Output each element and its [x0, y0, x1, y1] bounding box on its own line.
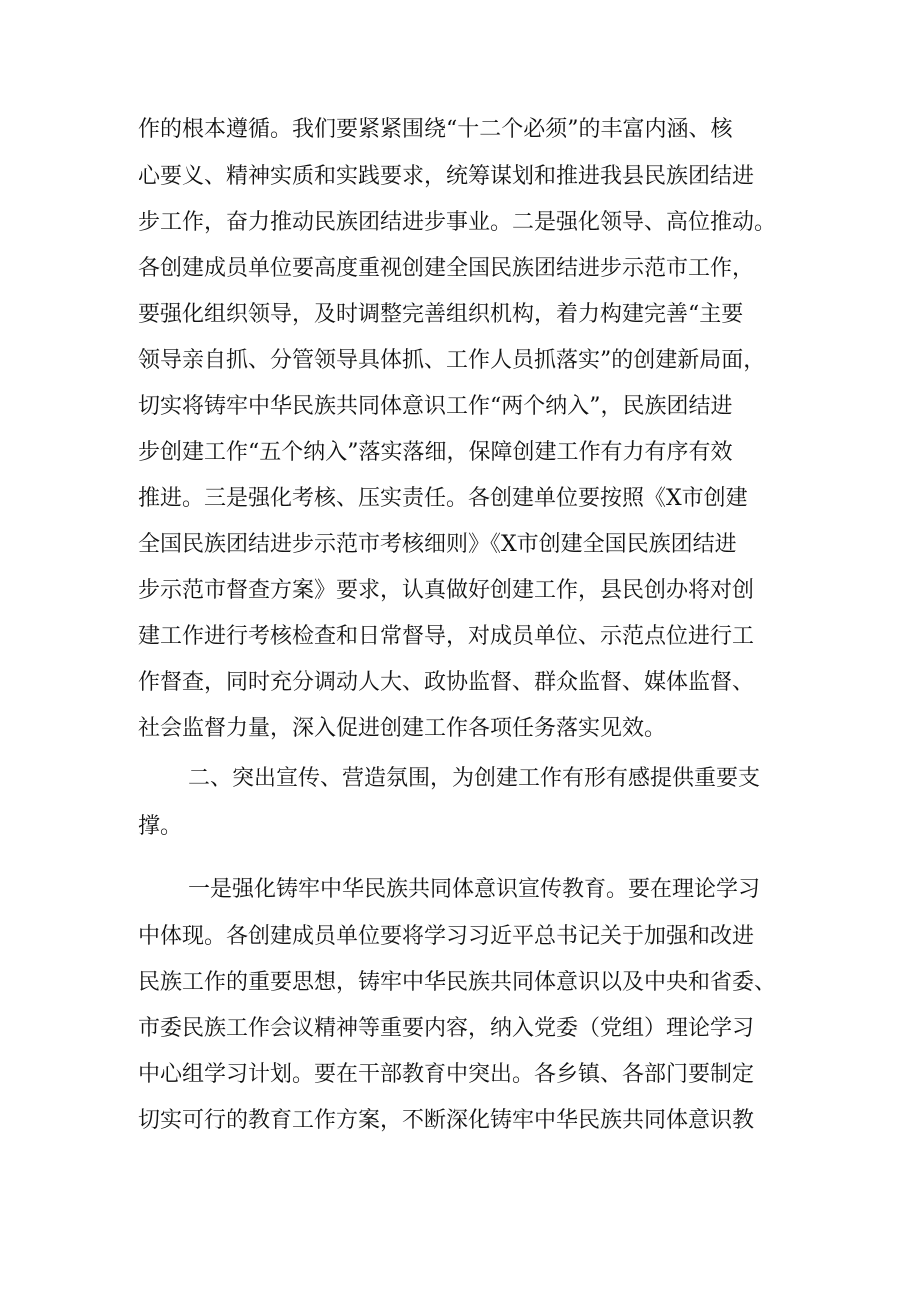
text-line: 作的根本遵循。我们要紧紧围绕“十二个必须”的丰富内涵、核 — [138, 117, 733, 142]
text-line: 社会监督力量，深入促进创建工作各项任务落实见效。 — [138, 716, 667, 741]
text-line: 全国民族团结进步示范市考核细则》《X市创建全国民族团结进 — [138, 532, 737, 557]
text-line: 中体现。各创建成员单位要将学习习近平总书记关于加强和改进 — [138, 924, 755, 949]
text-line: 步创建工作“五个纳入”落实落细，保障创建工作有力有序有效 — [138, 440, 733, 465]
text-line: 心要义、精神实质和实践要求，统筹谋划和推进我县民族团结进 — [138, 164, 755, 189]
text-line: 推进。三是强化考核、压实责任。各创建单位要按照《X市创建 — [138, 486, 748, 511]
text-line: 各创建成员单位要高度重视创建全国民族团结进步示范市工作， — [138, 256, 755, 281]
text-line: 切实将铸牢中华民族共同体意识工作“两个纳入”，民族团结进 — [138, 394, 733, 419]
section-heading: 二、突出宣传、营造氛围，为创建工作有形有感提供重要支 — [188, 766, 761, 791]
text-line: 建工作进行考核检查和日常督导，对成员单位、示范点位进行工 — [138, 624, 755, 649]
text-line: 中心组学习计划。要在干部教育中突出。各乡镇、各部门要制定 — [138, 1062, 755, 1087]
section-heading-continued: 撑。 — [138, 814, 183, 839]
paragraph-first-line: 一是强化铸牢中华民族共同体意识宣传教育。要在理论学习 — [188, 877, 761, 902]
text-line: 步示范市督查方案》要求，认真做好创建工作，县民创办将对创 — [138, 578, 755, 603]
text-line: 市委民族工作会议精神等重要内容，纳入党委（党组）理论学习 — [138, 1016, 755, 1041]
text-line: 切实可行的教育工作方案，不断深化铸牢中华民族共同体意识教 — [138, 1108, 755, 1133]
text-line: 民族工作的重要思想，铸牢中华民族共同体意识以及中央和省委、 — [138, 970, 777, 995]
text-line: 要强化组织领导，及时调整完善组织机构，着力构建完善“主要 — [138, 302, 744, 327]
text-line: 步工作，奋力推动民族团结进步事业。二是强化领导、高位推动。 — [138, 210, 777, 235]
text-line: 领导亲自抓、分管领导具体抓、工作人员抓落实”的创建新局面， — [138, 348, 766, 373]
text-line: 作督查，同时充分调动人大、政协监督、群众监督、媒体监督、 — [138, 670, 755, 695]
